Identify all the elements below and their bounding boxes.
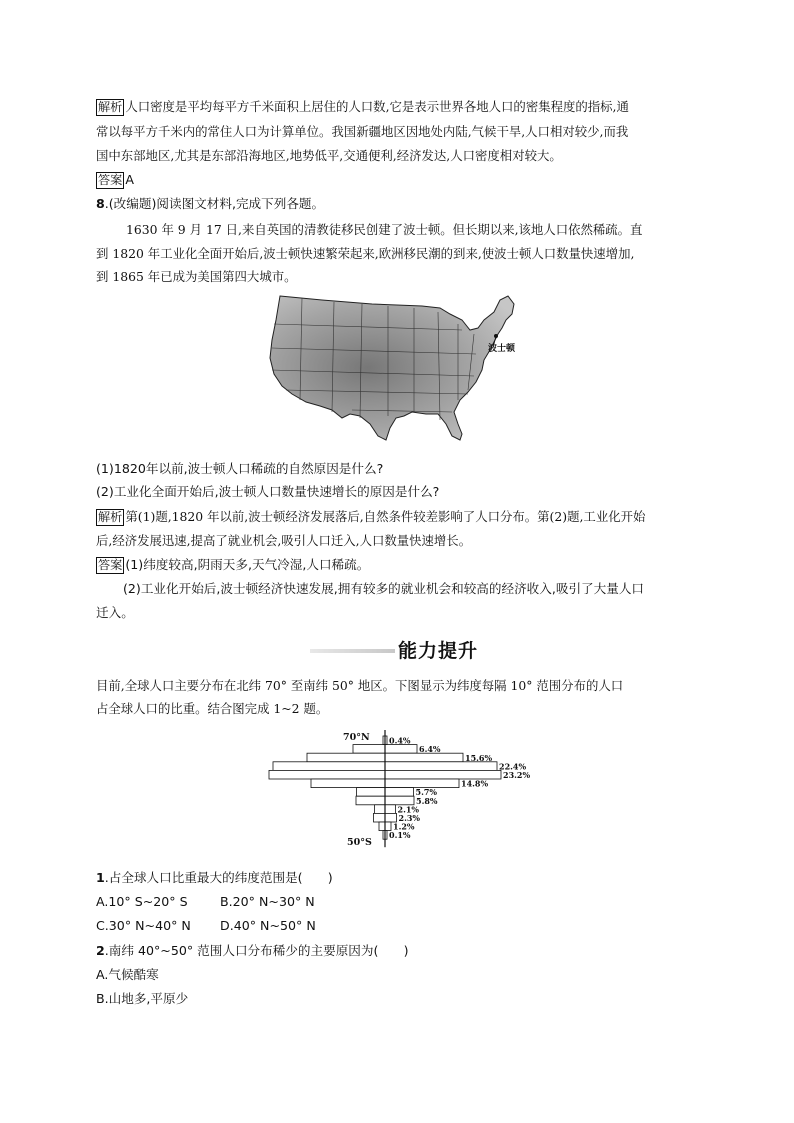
us-map bbox=[262, 290, 530, 450]
q7-analysis-line-1: 解析 人口密度是平均每平方千米面积上居住的人口数,它是表示世界各地人口的密集程度的指标,通 bbox=[98, 99, 629, 114]
q8-answer-line-2: (2)工业化开始后,波士顿经济快速发展,拥有较多的就业机会和较高的经济收入,吸引了大量人口 bbox=[123, 581, 645, 596]
answer-tag: 答案 bbox=[98, 173, 123, 187]
chart-value-label: 6.4% bbox=[419, 744, 441, 755]
boston-label: 波士顿 bbox=[488, 344, 516, 354]
chart-value-label: 5.8% bbox=[416, 795, 438, 806]
chart-value-label: 23.2% bbox=[503, 770, 531, 780]
chart-bottom-label: 50°S bbox=[347, 837, 372, 849]
chart-value-label: 5.7% bbox=[415, 787, 438, 798]
chart-value-label: 22.4% bbox=[499, 761, 527, 772]
analysis-tag: 解析 bbox=[98, 510, 123, 524]
q8-passage-line-2: 到 1820 年工业化全面开始后,波士顿快速繁荣起来,欧洲移民潮的到来,使波士顿人口数量快速增加, bbox=[96, 246, 635, 261]
chart-value-label: 14.8% bbox=[461, 778, 489, 789]
section-title: 能力提升 bbox=[398, 640, 479, 662]
q8-analysis-line-2: 后,经济发展迅速,提高了就业机会,吸引人口迁入,人口数量快速增长。 bbox=[96, 533, 472, 548]
q8-answer-line-3: 迁入。 bbox=[96, 605, 134, 620]
q8-answer-line-1: 答案 (1)纬度较高,阴雨天多,天气冷湿,人口稀疏。 bbox=[98, 557, 370, 572]
q1-option-c: C.30° N~40° N bbox=[96, 918, 191, 933]
q8-sub2: (2)工业化全面开始后,波士顿人口数量快速增长的原因是什么? bbox=[96, 484, 440, 499]
chart-value-label: 2.3% bbox=[398, 813, 421, 823]
answer-tag: 答案 bbox=[98, 558, 123, 572]
chart-value-label: 1.2% bbox=[393, 821, 415, 832]
q8-passage-line-1: 1630 年 9 月 17 日,来自英国的清教徒移民创建了波士顿。但长期以来,该地人口依然稀疏。直 bbox=[126, 222, 643, 237]
analysis-tag: 解析 bbox=[98, 100, 123, 114]
q1-option-a: A.10° S~20° S bbox=[96, 894, 188, 909]
q1-option-d: D.40° N~50° N bbox=[220, 918, 316, 933]
section-decoration bbox=[310, 649, 395, 653]
q2-option-a: A.气候酷寒 bbox=[96, 967, 159, 982]
intro-line-1: 目前,全球人口主要分布在北纬 70° 至南纬 50° 地区。下图显示为纬度每隔 10° 范围分布的人口 bbox=[96, 678, 624, 693]
q1-option-b: B.20° N~30° N bbox=[220, 894, 315, 909]
intro-line-2: 占全球人口的比重。结合图完成 1~2 题。 bbox=[96, 701, 329, 716]
chart-value-label: 15.6% bbox=[465, 752, 493, 763]
q2-stem: 2.南纬 40°~50° 范围人口分布稀少的主要原因为( ) bbox=[96, 943, 409, 958]
q8-passage-line-3: 到 1865 年已成为美国第四大城市。 bbox=[96, 269, 297, 284]
q7-analysis-line-2: 常以每平方千米内的常住人口为计算单位。我国新疆地区因地处内陆,气候干旱,人口相对较少,而我 bbox=[96, 124, 629, 139]
q7-analysis-line-3: 国中东部地区,尤其是东部沿海地区,地势低平,交通便利,经济发达,人口密度相对较大。 bbox=[96, 148, 562, 163]
q8-analysis-line-1: 解析 第(1)题,1820 年以前,波士顿经济发展落后,自然条件较差影响了人口分布。第(2)题,工业化开始 bbox=[98, 509, 646, 524]
chart-value-label: 2.1% bbox=[397, 804, 420, 815]
q8-stem: 8.(改编题)阅读图文材料,完成下列各题。 bbox=[96, 196, 325, 211]
chart-value-label: 0.1% bbox=[389, 830, 411, 841]
q1-stem: 1.占全球人口比重最大的纬度范围是( ) bbox=[96, 870, 333, 885]
chart-top-label: 70°N bbox=[343, 732, 370, 743]
q2-option-b: B.山地多,平原少 bbox=[96, 991, 189, 1006]
latitude-population-chart bbox=[250, 728, 550, 856]
q8-sub1: (1)1820年以前,波士顿人口稀疏的自然原因是什么? bbox=[96, 461, 384, 476]
q7-answer: 答案 A bbox=[98, 172, 134, 187]
chart-value-label: 0.4% bbox=[389, 735, 411, 746]
us-outline bbox=[270, 296, 514, 440]
